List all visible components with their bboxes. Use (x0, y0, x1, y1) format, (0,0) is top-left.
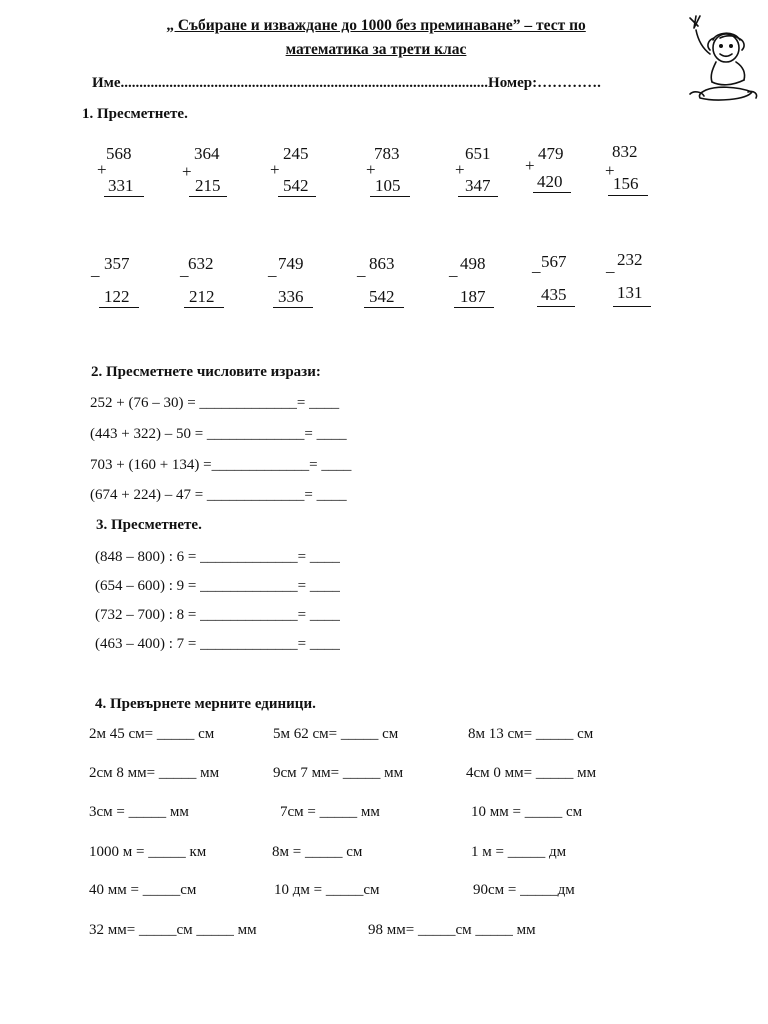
minuend: 749 (278, 254, 304, 273)
title-line-1: „ Събиране и изваждане до 1000 без преминаване” – тест по (166, 17, 586, 34)
answer-line (608, 195, 648, 196)
plus-sign: + (182, 162, 192, 181)
minus-sign: _ (449, 260, 458, 279)
addend-top: 832 (612, 142, 638, 161)
answer-line (104, 196, 144, 197)
minuend: 232 (617, 250, 643, 269)
name-number-line: Име..................................................................................................Номер:…………. (92, 75, 601, 91)
addend-top: 568 (106, 144, 132, 163)
plus-sign: + (366, 160, 376, 179)
answer-line (458, 196, 498, 197)
minus-sign: _ (606, 256, 615, 275)
task3-heading: 3. Пресметнете. (96, 517, 202, 533)
unit-conversion: 7см = _____ мм (280, 804, 380, 820)
division-line: (848 – 800) : 6 = _____________= ____ (95, 549, 340, 565)
addend-bottom: 542 (283, 176, 309, 195)
answer-line (189, 196, 227, 197)
unit-conversion: 32 мм= _____см _____ мм (89, 922, 257, 938)
addend-bottom: 347 (465, 176, 491, 195)
subtrahend: 336 (278, 287, 304, 306)
unit-conversion: 3см = _____ мм (89, 804, 189, 820)
task4-heading: 4. Превърнете мерните единици. (95, 696, 316, 712)
mascot-illustration (676, 10, 761, 108)
addend-top: 479 (538, 144, 564, 163)
minuend: 863 (369, 254, 395, 273)
plus-sign: + (455, 160, 465, 179)
subtrahend: 212 (189, 287, 215, 306)
plus-sign: + (605, 161, 615, 180)
addend-bottom: 215 (195, 176, 221, 195)
minus-sign: _ (180, 260, 189, 279)
expression-line: (674 + 224) – 47 = _____________= ____ (90, 487, 347, 503)
unit-conversion: 1 м = _____ дм (471, 844, 567, 860)
division-line: (463 – 400) : 7 = _____________= ____ (95, 636, 340, 652)
minus-sign: _ (532, 256, 541, 275)
answer-line (537, 306, 575, 307)
unit-conversion: 2см 8 мм= _____ мм (89, 765, 220, 781)
unit-conversion: 10 дм = _____см (274, 882, 380, 898)
subtrahend: 435 (541, 285, 567, 304)
answer-line (364, 307, 404, 308)
addend-bottom: 420 (537, 172, 563, 191)
unit-conversion: 9см 7 мм= _____ мм (273, 765, 404, 781)
answer-line (370, 196, 410, 197)
subtrahend: 122 (104, 287, 130, 306)
plus-sign: + (270, 160, 280, 179)
minuend: 498 (460, 254, 486, 273)
unit-conversion: 40 мм = _____см (89, 882, 197, 898)
division-line: (654 – 600) : 9 = _____________= ____ (95, 578, 340, 594)
unit-conversion: 90см = _____дм (473, 882, 575, 898)
addend-top: 651 (465, 144, 491, 163)
addend-bottom: 156 (613, 174, 639, 193)
plus-sign: + (525, 156, 535, 175)
unit-conversion: 1000 м = _____ км (89, 844, 207, 860)
answer-line (273, 307, 313, 308)
answer-line (533, 192, 571, 193)
addend-bottom: 105 (375, 176, 401, 195)
answer-line (278, 196, 316, 197)
subtrahend: 187 (460, 287, 486, 306)
task1-heading: 1. Пресметнете. (82, 106, 188, 122)
plus-sign: + (97, 160, 107, 179)
unit-conversion: 8м = _____ см (272, 844, 363, 860)
minuend: 567 (541, 252, 567, 271)
unit-conversion: 2м 45 см= _____ см (89, 726, 215, 742)
unit-conversion: 8м 13 см= _____ см (468, 726, 594, 742)
unit-conversion: 5м 62 см= _____ см (273, 726, 399, 742)
addend-top: 245 (283, 144, 309, 163)
unit-conversion: 10 мм = _____ см (471, 804, 583, 820)
unit-conversion: 98 мм= _____см _____ мм (368, 922, 536, 938)
addend-top: 783 (374, 144, 400, 163)
answer-line (184, 307, 224, 308)
addend-top: 364 (194, 144, 220, 163)
subtrahend: 542 (369, 287, 395, 306)
minuend: 357 (104, 254, 130, 273)
answer-line (99, 307, 139, 308)
addend-bottom: 331 (108, 176, 134, 195)
minus-sign: _ (91, 260, 100, 279)
division-line: (732 – 700) : 8 = _____________= ____ (95, 607, 340, 623)
minus-sign: _ (357, 260, 366, 279)
subtrahend: 131 (617, 283, 643, 302)
task2-heading: 2. Пресметнете числовите изрази: (91, 364, 321, 380)
answer-line (454, 307, 494, 308)
minus-sign: _ (268, 260, 277, 279)
answer-line (613, 306, 651, 307)
minuend: 632 (188, 254, 214, 273)
unit-conversion: 4см 0 мм= _____ мм (466, 765, 597, 781)
expression-line: (443 + 322) – 50 = _____________= ____ (90, 426, 347, 442)
expression-line: 703 + (160 + 134) =_____________= ____ (90, 457, 352, 473)
title-line-2: математика за трети клас (285, 41, 467, 58)
expression-line: 252 + (76 – 30) = _____________= ____ (90, 395, 340, 411)
